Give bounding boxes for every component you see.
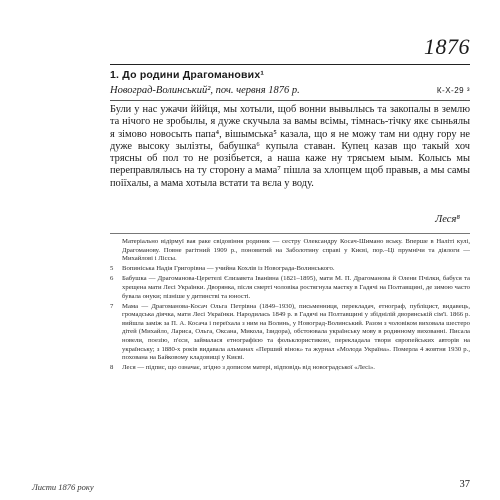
letter-signature: Леся⁸ xyxy=(435,214,460,225)
footnote-number: 5 xyxy=(110,265,114,273)
footnote-text: Леся — підпис, що означає, згідно з дописом матері, відповідь від новоградської «Лесі». xyxy=(122,364,375,372)
footnote-text: Вопиніська Надія Григорівна — учийна Кохлів із Новограда-Волинського. xyxy=(122,265,335,273)
place-date-row xyxy=(110,85,470,96)
footnote xyxy=(110,238,470,264)
archive-reference: К-Х-29 ³ xyxy=(436,86,470,95)
place-rule xyxy=(110,100,470,101)
footnote-number: 7 xyxy=(110,302,114,310)
letter-heading: 1. До родини Драгоманових¹ xyxy=(110,69,265,81)
footnote xyxy=(110,265,470,274)
footnote-number xyxy=(110,238,122,264)
footnotes xyxy=(110,238,470,374)
page-number: 37 xyxy=(459,479,470,490)
footnote-number: 8 xyxy=(110,364,114,372)
notes-rule xyxy=(110,233,470,234)
running-head-year: 1876 xyxy=(424,34,470,59)
footnote-text: Матеріально відірмуї вая раке свідовіння родиник — сестру Олександру Косач-Шимано вську. Вперше в Наліті кулі, Драгоманову. Повне рагітний 1909 р., поновитий на Заболотину справі у Києві, пор.–Ці прумнічи та діялоги — Михайлові і Ліссы. xyxy=(122,238,470,263)
footnote-text: Мама — Драгоманова-Косач Ольга Петрівна (1849–1930), письменниця, перекладач, етнограф, публіцист, видавець, громадська діячка, мати Лесі Українки. Народилась 1849 р. в Гадячі на Полтавщині у збіднілій дворянській сім'ї. 1866 р. вийшла заміж за П. А. Косача і переїхала з ним на Волинь, у Новоград-Волинський. Разом з чоловіком виховала шестеро дітей (Михайло, Лариса, Ольга, Оксана, Микола, Ізидора), обстоювала українську мову в родинному вихованні. Писала новели, поезію, п'єси, займалася етнографією та фольклористикою, перекладала твори європейських авторів на українську; з 1880-х років видавала альманах «Перший вінок» та журнал «Молода Україна». Померла 4 жовтня 1930 р., похована на Байковому кладовищі у Києві. xyxy=(122,302,470,362)
footnote-number: 6 xyxy=(110,275,114,283)
footnote xyxy=(110,303,470,363)
letter-body: Були у нас ужачи йййця, мы хотыли, щоб вонни вывылысь та закопалы в землю та нічого не зробылы, я дуже скучыла за вамы всімы, тімнась-тічку якє сыньялы я зімово новосыть папа⁴, вішымська⁵ казала, що я не можу там ни одну гору не дуже высоку зылізты, бабушка⁶ купыла ставан. Купец казав що такый хоч трясны об пол то не розібьется, а наша каже ну трясыем ыым. Колысь мы переправлялысь на ту сторону а мама⁷ пішла за хлопцем щоб правыв, а мы самы поіїхалы, а мама хотыла встати та вєла у воду. xyxy=(110,104,470,189)
footer-title: Листи 1876 року xyxy=(32,482,94,492)
footnote xyxy=(110,275,470,301)
top-rule xyxy=(110,64,470,65)
footnote xyxy=(110,364,470,373)
footnote-text: Бабушка — Драгоманова-Церетелі Єлизавета Іванівна (1821–1895), мати М. П. Драгоманова й Олени Пчілки, бабуся та хрещена мати Лесі Українки. Дворянка, після смерті чоловіка ростягнула маєтку в Гадячі на Полтавщині, де зимою часто бувала онуки; пізніше у дитинстві та юності. xyxy=(122,275,470,300)
place-date: Новоград-Волинський², поч. червня 1876 р. xyxy=(110,85,300,96)
